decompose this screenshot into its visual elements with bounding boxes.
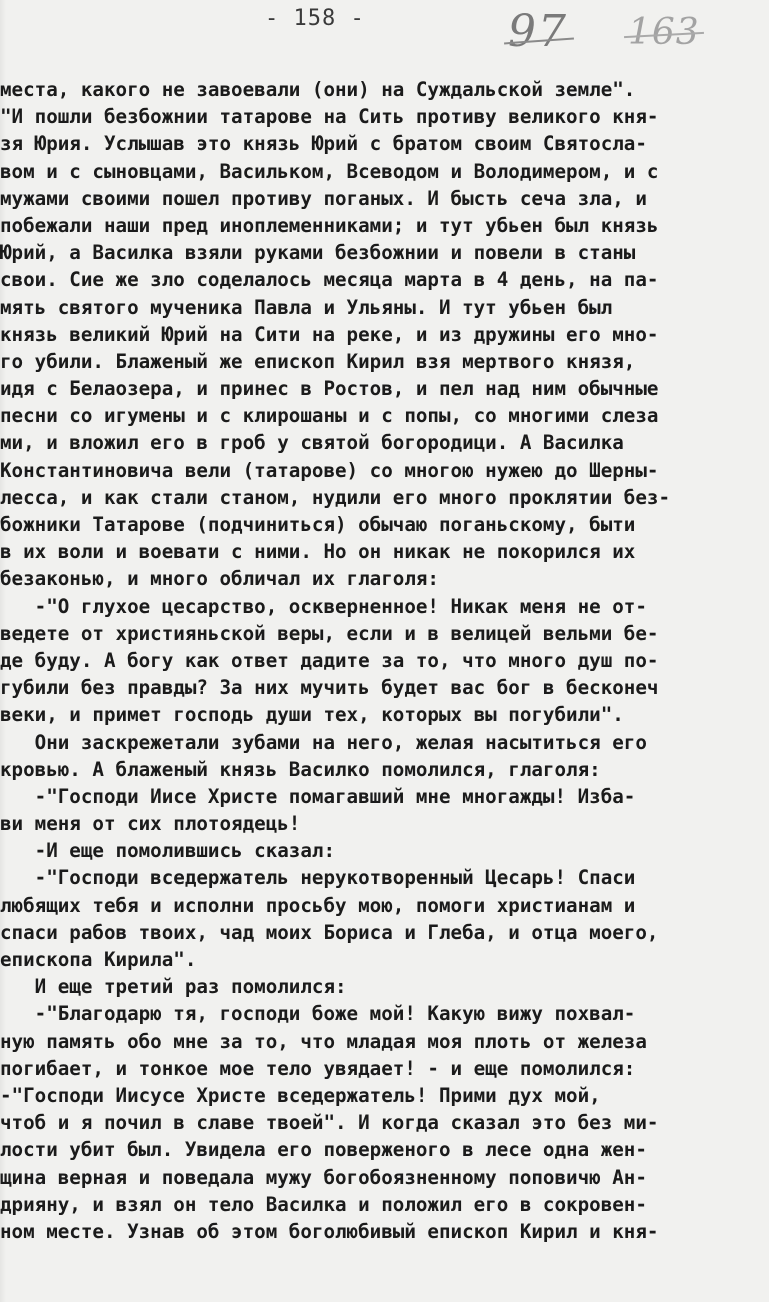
text-line: чтоб и я почил в славе твоей". И когда сказал это без ми- [0,1111,659,1135]
text-line: лесса, и как стали станом, нудили его много проклятии без- [0,485,671,509]
text-line: Константиновича вели (татарове) со многою нужею до Шерны- [0,458,659,482]
text-line: в их воли и воевати с ними. Но он никак не покорился их [0,540,636,564]
handwritten-folio-number: 97 [508,6,568,57]
text-line: песни со игумены и с клирошаны и с попы, со многими слеза [0,404,659,428]
text-line: ном месте. Узнав об этом боголюбивый епископ Кирил и кня- [0,1219,659,1243]
text-line: И еще третий раз помолился: [0,975,347,999]
text-line: губили без правды? За них мучить будет вас бог в бесконеч [0,676,659,700]
text-line: епископа Кирила". [0,948,197,971]
text-line: -"Благодарю тя, господи боже мой! Какую вижу похвал- [0,1002,636,1026]
text-line: ми, и вложил его в гроб у святой богородици. А Василка [0,431,624,455]
text-line: мужами своими пошел противу поганых. И бысть сеча зла, и [0,186,647,210]
text-line: -"О глухое цесарство, оскверненное! Никак меня не от- [0,594,647,618]
text-line: -И еще помолившись сказал: [0,839,336,863]
text-line: места, какого не завоевали (они) на Суждальской земле". [0,78,636,101]
text-line: ведете от християньской веры, если и в велицей вельми бе- [0,621,659,645]
text-line: безаконью, и много обличал их глаголя: [0,567,439,591]
text-line: Они заскрежетали зубами на него, желая насытиться его [0,730,647,754]
text-line: божники Татарове (подчиниться) обычаю поганьскому, быти [0,513,636,536]
text-line: побежали наши пред иноплеменниками; и тут убьен был князь [0,213,659,237]
text-line: вом и с сыновцами, Васильком, Всеводом и Володимером, и с [0,159,659,183]
text-line: де буду. А богу как ответ дадите за то, что много душ по- [0,648,659,672]
text-line: идя с Белаозера, и принес в Ростов, и пел над ним обычные [0,377,659,401]
text-line: спаси рабов твоих, чад моих Бориса и Глеба, и отца моего, [0,920,659,944]
text-line: зя Юрия. Услышав это князь Юрий с братом своим Святосла- [0,132,647,156]
text-line: мять святого мученика Павла и Ульяны. И тут убьен был [0,295,613,319]
text-line: любящих тебя и исполни просьбу мою, помоги христианам и [0,893,636,917]
text-line: дрияну, и взял он тело Василка и положил его в сокровен- [0,1192,647,1216]
text-line: -"Господи Иисусе Христе вседержатель! Прими дух мой, [0,1083,601,1107]
text-line: Юрий, а Василка взяли руками безбожнии и повели в станы [0,241,636,265]
text-line: кровью. А блаженый князь Василко помолился, глаголя: [0,757,601,781]
text-line: щина верная и поведала мужу богобоязненному поповичю Ан- [0,1165,647,1189]
text-line: го убили. Блаженый же епископ Кирил взя мертвого князя, [0,349,636,373]
text-line: погибает, и тонкое мое тело увядает! - и еще помолился: [0,1056,636,1080]
text-line: князь великий Юрий на Сити на реке, и из дружины его мно- [0,322,659,346]
page-number: - 158 - [265,6,365,31]
text-line: веки, и примет господь души тех, которых вы погубили". [0,703,624,727]
text-line: "И пошли безбожнии татарове на Сить противу великого кня- [0,105,659,129]
text-line: лости убит был. Увидела его поверженого в лесе одна жен- [0,1138,647,1162]
body-text [0,76,769,1245]
text-line: ную память обо мне за то, что младая моя плоть от железа [0,1029,647,1053]
handwritten-crossed-number: 163 [628,12,700,53]
text-line: -"Господи Иисе Христе помагавший мне многажды! Избa- [0,784,636,808]
text-line: ви меня от сих плотоядець! [0,812,301,836]
text-line: свои. Сие же зло соделалось месяца марта в 4 день, на па- [0,268,659,292]
text-line: -"Господи вседержатель нерукотворенный Цесарь! Спаси [0,866,636,890]
